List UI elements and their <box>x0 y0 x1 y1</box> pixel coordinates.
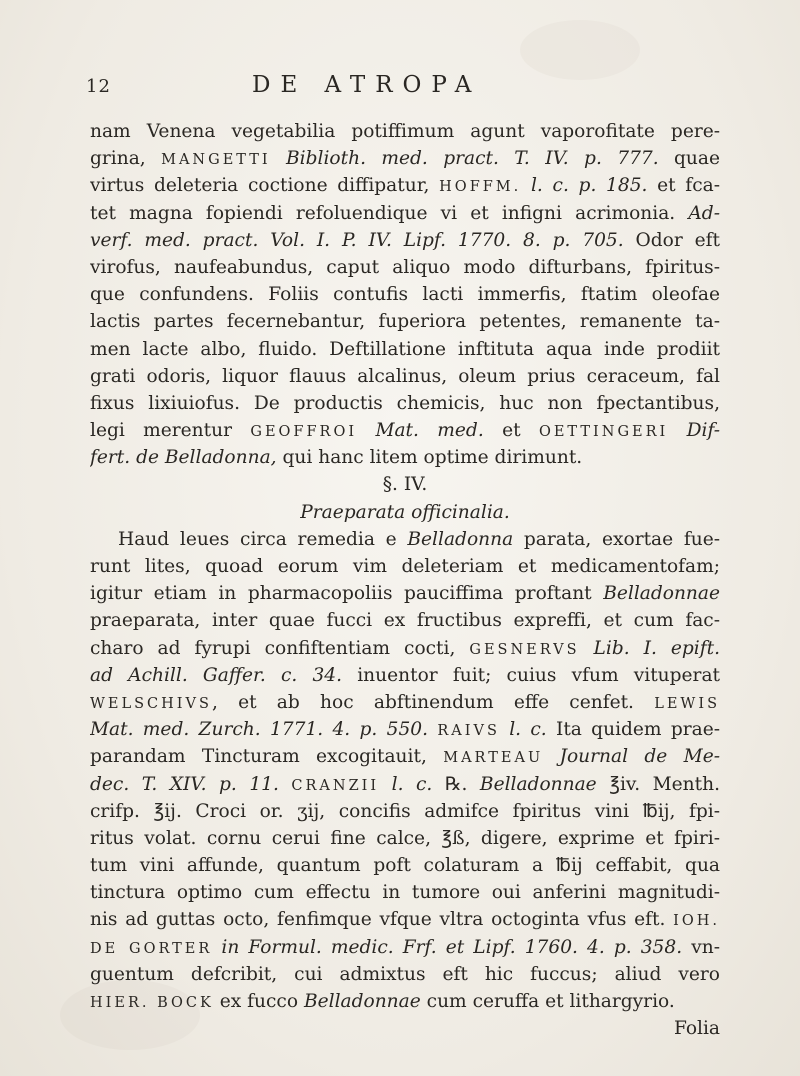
text-run <box>543 746 559 767</box>
author-name: MARTEAU <box>443 750 544 767</box>
italic-text: Dif- <box>686 420 720 442</box>
text-run: cum ceruffa et lithargyrio. <box>420 991 675 1012</box>
text-run: crifp. ℥ij. Croci or. ʒij, concifis admifce fpiritus vini ℔ij, fpi- <box>90 800 720 822</box>
text-line <box>90 662 720 689</box>
author-name: WELSCHIVS <box>90 695 212 712</box>
author-name: IOH. <box>673 913 720 930</box>
italic-text: l. c. p. 185. <box>530 175 648 197</box>
italic-text: Praeparata officinalia. <box>300 501 510 523</box>
text-line <box>90 961 720 988</box>
author-name: LEWIS <box>654 695 720 712</box>
text-run: tum vini affunde, quantum poft colaturam a ℔ij ceffabit, qua <box>90 855 720 877</box>
text-run: virofus, naufeabundus, caput aliquo modo difturbans, fpiritus- <box>90 256 720 278</box>
text-line <box>90 227 720 254</box>
text-line <box>90 580 720 607</box>
text-line <box>90 281 720 308</box>
text-line <box>90 988 720 1015</box>
text-run: runt lites, quoad eorum vim deleteriam et medicamentofam; <box>90 556 720 577</box>
text-run: qui hanc litem optime dirimunt. <box>276 447 583 469</box>
italic-text: l. c. <box>391 773 433 795</box>
text-run <box>271 148 286 169</box>
text-run: Haud leues circa remedia e <box>118 528 408 550</box>
italic-text: Mat. med. Zurch. <box>90 719 261 741</box>
author-name: GEOFFROI <box>250 424 358 441</box>
text-run: , et ab hoc abftinendum effe cenfet. <box>211 691 655 713</box>
text-run: nis ad guttas octo, fenfimque vfque vltra octoginta vfus eft. <box>90 909 674 931</box>
text-run: grina, <box>90 148 162 170</box>
italic-text: Lib. I. epift. <box>593 637 720 659</box>
text-run <box>279 774 292 795</box>
text-line <box>90 336 720 363</box>
text-run <box>212 937 221 958</box>
running-title: DE ATROPA <box>252 72 482 98</box>
italic-text: verf. med. pract. Vol. I. P. IV. Lipf. <box>90 229 447 251</box>
text-line <box>90 906 720 933</box>
italic-text: 1760. 4. p. 358. <box>524 936 683 958</box>
author-name: DE GORTER <box>90 940 213 957</box>
italic-text: fert. de Belladonna, <box>90 447 277 469</box>
text-run: igitur etiam in pharmacopoliis pauciffima proftant <box>90 583 604 605</box>
text-line <box>90 879 720 906</box>
author-name: MANGETTI <box>161 152 271 169</box>
italic-text: Belladonna <box>407 528 514 550</box>
author-name: HIER. BOCK <box>90 995 214 1011</box>
italic-text: 1770. 8. p. 705. <box>457 229 624 251</box>
text-run <box>580 638 594 659</box>
text-run: fixus lixiuiofus. De productis chemicis, huc non fpectantibus, <box>90 392 720 414</box>
italic-text: ad Achill. Gaffer. c. 34. <box>90 664 343 686</box>
text-run: nam Venena vegetabilia potiffimum agunt vaporofitate pere- <box>90 121 720 142</box>
author-name: HOFFM. <box>439 179 522 196</box>
text-line <box>90 635 720 662</box>
author-name: CRANZII <box>291 777 380 794</box>
text-line <box>90 852 720 879</box>
text-line <box>90 308 720 335</box>
text-line <box>90 390 720 417</box>
italic-text: Belladonnae <box>479 773 597 795</box>
text-run: charo ad fyrupi confiftentiam cocti, <box>90 637 470 659</box>
text-line <box>90 716 720 743</box>
italic-text: Journal de Me- <box>559 746 720 768</box>
text-run: men lacte albo, fluido. Deftillatione inftituta aqua inde prodiit <box>90 338 720 360</box>
text-run: §. IV. <box>382 474 428 496</box>
text-run: ex fucco <box>213 991 304 1012</box>
text-line <box>90 118 720 145</box>
text-run: virtus deleteria coctione diffipatur, <box>90 175 440 197</box>
text-run: legi merentur <box>90 420 251 442</box>
italic-text: dec. T. XIV. p. 11. <box>90 773 279 795</box>
text-run: Folia <box>673 1018 720 1040</box>
text-run: lactis partes fecernebantur, fuperiora petentes, remanente ta- <box>90 311 720 333</box>
text-run: vn- <box>682 936 720 958</box>
text-line <box>90 934 720 961</box>
text-line <box>90 471 720 498</box>
text-line <box>90 553 720 580</box>
text-line <box>90 689 720 716</box>
text-run: tet magna fopiendi refoluendique vi et infigni acrimonia. <box>90 202 689 224</box>
text-run: guentum defcribit, cui admixtus eft hic fuccus; aliud vero <box>90 963 720 985</box>
text-line <box>90 417 720 444</box>
italic-text: in Formul. medic. Frf. et Lipf. <box>221 936 516 958</box>
italic-text: Biblioth. med. pract. T. IV. p. 777. <box>286 148 659 170</box>
italic-text: 1771. 4. p. 550. <box>269 719 429 741</box>
text-line <box>90 444 720 471</box>
text-line <box>90 363 720 390</box>
text-run <box>446 230 458 251</box>
author-name: GESNERVS <box>469 641 580 658</box>
text-run: praeparata, inter quae fucci ex fructibus expreffi, et cum fac- <box>90 610 720 632</box>
text-run <box>668 420 686 441</box>
text-line <box>90 825 720 852</box>
text-run <box>428 719 437 740</box>
page-header <box>86 72 706 106</box>
text-run: inuentor fuit; cuius vfum vituperat <box>342 664 720 686</box>
text-run <box>379 774 392 795</box>
text-run <box>516 937 525 958</box>
italic-text: Belladonnae <box>603 583 720 605</box>
paper-stain <box>520 20 640 80</box>
text-run: que confundens. Foliis contufis lacti immerfis, ftatim oleofae <box>90 284 720 306</box>
text-run: quae <box>658 148 720 170</box>
text-run: grati odoris, liquor flauus alcalinus, oleum prius ceraceum, fal <box>90 365 720 387</box>
body-text <box>90 118 720 1042</box>
text-run: Ita quidem prae- <box>546 719 720 741</box>
text-line <box>90 798 720 825</box>
text-run: ℥iv. Menth. <box>596 773 720 795</box>
text-line <box>90 526 720 553</box>
text-run <box>500 719 509 740</box>
text-run: ritus volat. cornu cerui fine calce, ℥ß, digere, exprime et fpiri- <box>90 827 720 849</box>
page-number: 12 <box>86 76 111 97</box>
text-line <box>90 145 720 172</box>
italic-text: l. c. <box>509 719 547 741</box>
author-name: RAIVS <box>437 723 500 740</box>
text-line <box>90 254 720 281</box>
text-line <box>90 743 720 770</box>
author-name: OETTINGERI <box>538 424 669 441</box>
text-run: Odor eft <box>623 229 720 251</box>
text-run <box>521 175 531 196</box>
text-run: parandam Tincturam excogitauit, <box>90 746 444 768</box>
text-run: ℞. <box>432 773 480 795</box>
text-line <box>90 771 720 798</box>
italic-text: Belladonnae <box>303 991 421 1012</box>
text-line <box>90 172 720 199</box>
italic-text: Ad- <box>688 202 720 224</box>
text-line <box>90 200 720 227</box>
italic-text: Mat. med. <box>375 420 484 442</box>
text-line <box>90 1015 720 1042</box>
text-run: et fca- <box>647 175 720 197</box>
text-run <box>357 420 375 441</box>
text-line <box>90 607 720 634</box>
text-run: parata, exortae fue- <box>513 528 720 550</box>
text-run <box>261 719 270 740</box>
text-run: tinctura optimo cum effectu in tumore oui anferini magnitudi- <box>90 882 720 904</box>
text-line <box>90 499 720 526</box>
text-run: et <box>483 420 539 442</box>
